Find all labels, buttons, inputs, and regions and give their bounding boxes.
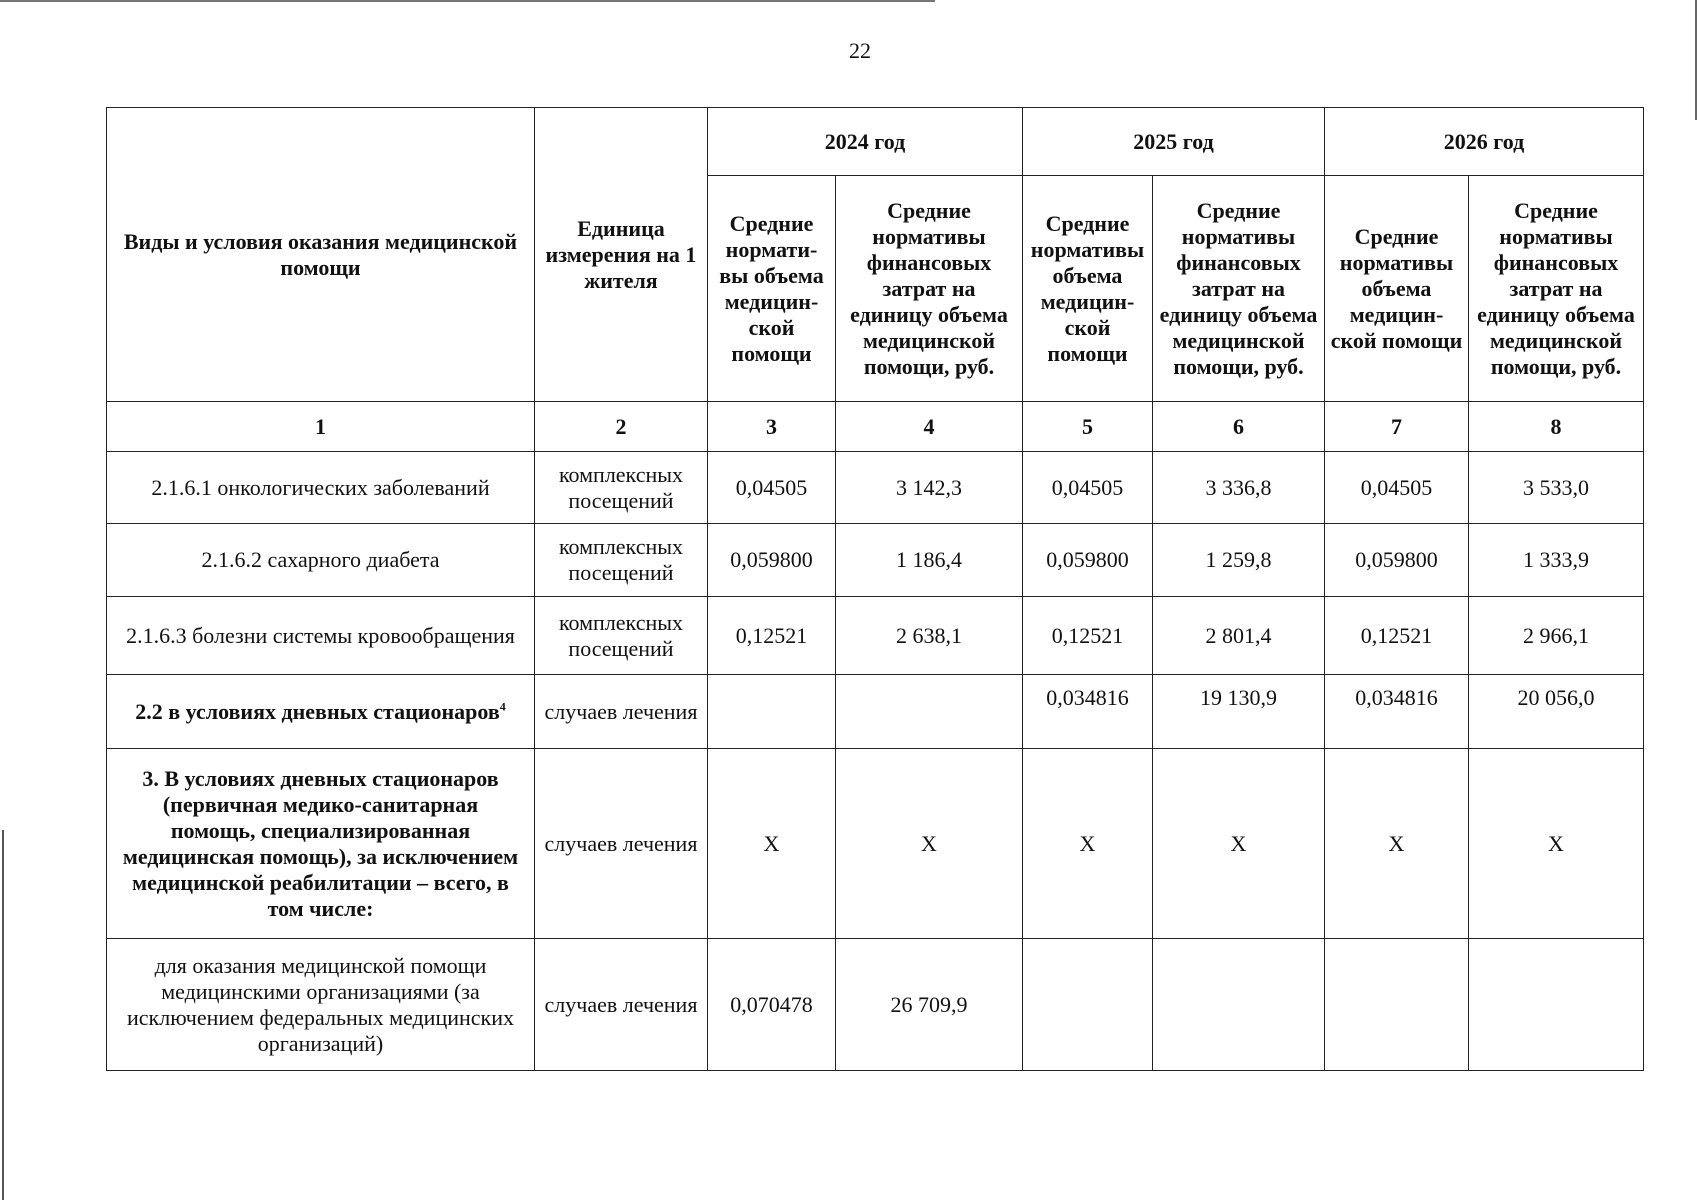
value-cell: 0,059800 <box>708 524 836 597</box>
row-name <box>107 675 535 749</box>
value-cell: 0,12521 <box>708 597 836 675</box>
value-cell: 2 966,1 <box>1469 597 1644 675</box>
column-number: 7 <box>1325 402 1469 452</box>
value-cell: 0,04505 <box>1325 452 1469 524</box>
value-cell <box>1153 939 1325 1071</box>
value-cell: 1 333,9 <box>1469 524 1644 597</box>
row-name: 2.1.6.1 онкологических заболеваний <box>107 452 535 524</box>
table-row <box>107 597 1644 675</box>
value-cell: 0,034816 <box>1325 675 1469 749</box>
value-cell: 3 336,8 <box>1153 452 1325 524</box>
column-number-row <box>107 402 1644 452</box>
value-cell: X <box>708 749 836 939</box>
value-cell <box>836 675 1023 749</box>
value-cell <box>708 675 836 749</box>
table-row <box>107 452 1644 524</box>
column-number: 6 <box>1153 402 1325 452</box>
row-name: 3. В условиях дневных стационаров (первичная медико-санитарная помощь, специализированная медицинская помощь), за исключением медицинской реабилитации – всего, в том числе: <box>107 749 535 939</box>
table-row <box>107 749 1644 939</box>
value-cell: 3 533,0 <box>1469 452 1644 524</box>
value-cell: 0,04505 <box>708 452 836 524</box>
header-cost-2025: Средние нормативы финансовых затрат на единицу объема медицинской помощи, руб. <box>1153 176 1325 402</box>
row-name: для оказания медицинской помощи медицинскими организациями (за исключением федеральных медицинских организаций) <box>107 939 535 1071</box>
row-name-text: 2.2 в условиях дневных стационаров <box>135 698 500 724</box>
header-type-conditions: Виды и условия оказания медицинской помощи <box>107 108 535 402</box>
value-cell: 0,059800 <box>1325 524 1469 597</box>
row-name: 2.1.6.3 болезни системы кровообращения <box>107 597 535 675</box>
value-cell: X <box>1469 749 1644 939</box>
row-unit: случаев лечения <box>535 675 708 749</box>
value-cell: X <box>1023 749 1153 939</box>
value-cell <box>1469 939 1644 1071</box>
value-cell: X <box>1153 749 1325 939</box>
value-cell <box>1023 939 1153 1071</box>
value-cell: 0,034816 <box>1023 675 1153 749</box>
header-volume-2025: Средние нормативы объема медицин-ской помощи <box>1023 176 1153 402</box>
header-cost-2026: Средние нормативы финансовых затрат на единицу объема медицинской помощи, руб. <box>1469 176 1644 402</box>
top-scan-rule <box>0 0 935 2</box>
header-row-years <box>107 108 1644 176</box>
page-number: 22 <box>849 38 871 63</box>
column-number: 5 <box>1023 402 1153 452</box>
header-volume-2026: Средние нормативы объема медицин-ской помощи <box>1325 176 1469 402</box>
column-number: 2 <box>535 402 708 452</box>
column-number: 8 <box>1469 402 1644 452</box>
row-unit: случаев лечения <box>535 749 708 939</box>
value-cell: X <box>1325 749 1469 939</box>
column-number: 4 <box>836 402 1023 452</box>
value-cell: 1 259,8 <box>1153 524 1325 597</box>
value-cell <box>1325 939 1469 1071</box>
value-cell: 3 142,3 <box>836 452 1023 524</box>
row-unit: комплексных посещений <box>535 524 708 597</box>
left-scan-rule <box>2 830 4 1200</box>
value-cell: 2 801,4 <box>1153 597 1325 675</box>
value-cell: 19 130,9 <box>1153 675 1325 749</box>
value-cell: 0,12521 <box>1325 597 1469 675</box>
value-cell: X <box>836 749 1023 939</box>
row-unit: комплексных посещений <box>535 452 708 524</box>
column-number: 1 <box>107 402 535 452</box>
header-unit: Единица измерения на 1 жителя <box>535 108 708 402</box>
footnote-marker: 4 <box>499 699 506 714</box>
header-year-2024: 2024 год <box>708 108 1023 176</box>
value-cell: 0,04505 <box>1023 452 1153 524</box>
value-cell: 2 638,1 <box>836 597 1023 675</box>
norms-table <box>106 107 1644 1071</box>
value-cell: 0,070478 <box>708 939 836 1071</box>
row-name: 2.1.6.2 сахарного диабета <box>107 524 535 597</box>
table-row <box>107 524 1644 597</box>
table-row <box>107 675 1644 749</box>
row-unit: комплексных посещений <box>535 597 708 675</box>
row-unit: случаев лечения <box>535 939 708 1071</box>
value-cell: 0,059800 <box>1023 524 1153 597</box>
column-number: 3 <box>708 402 836 452</box>
header-year-2025: 2025 год <box>1023 108 1325 176</box>
table-row <box>107 939 1644 1071</box>
header-year-2026: 2026 год <box>1325 108 1644 176</box>
value-cell: 0,12521 <box>1023 597 1153 675</box>
value-cell: 20 056,0 <box>1469 675 1644 749</box>
header-volume-2024: Средние нормати-вы объема медицин-ской помощи <box>708 176 836 402</box>
header-cost-2024: Средние нормативы финансовых затрат на единицу объема медицинской помощи, руб. <box>836 176 1023 402</box>
value-cell: 26 709,9 <box>836 939 1023 1071</box>
value-cell: 1 186,4 <box>836 524 1023 597</box>
